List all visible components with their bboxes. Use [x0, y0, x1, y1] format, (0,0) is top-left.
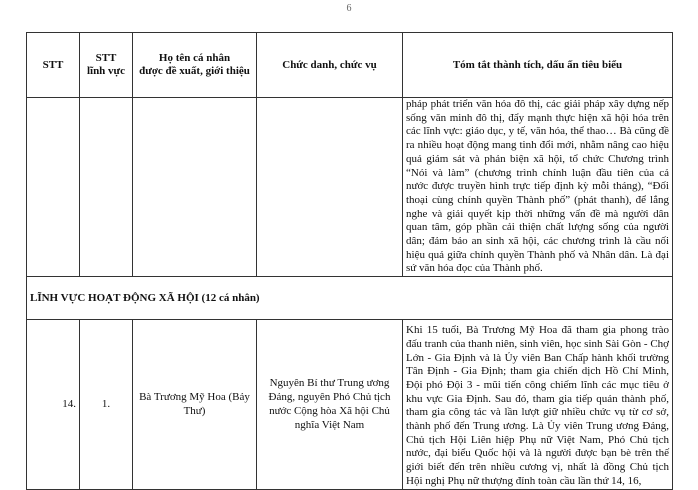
cell-stt: 14.	[27, 320, 80, 489]
header-summary	[403, 33, 673, 98]
header-summary-label: Tóm tắt thành tích, dấu ấn tiêu biểu	[452, 58, 623, 71]
page-number: 6	[346, 3, 352, 14]
table-header-row	[27, 33, 673, 98]
section-title: LĨNH VỰC HOẠT ĐỘNG XÃ HỘI (12 cá nhân)	[27, 277, 673, 320]
cell-empty-stt-field	[80, 98, 133, 277]
header-name-line1: Họ tên cá nhân	[158, 52, 231, 64]
cell-summary: Khi 15 tuổi, Bà Trương Mỹ Hoa đã tham gia phong trào đấu tranh của thanh niên, sinh viên, học sinh Sài Gòn - Chợ Lớn - Gia Định và là Ủy viên Ban Chấp hành khối trường Tân Định - Gia Định; tham gia chiến dịch Hồ Chí Minh, Đội phó Đội 3 - mũi tiến công chiếm lĩnh các mục tiêu ở khu vực Gia Định. Sau đó, tham gia tiếp quản thành phố, tham gia công tác và lần lượt giữ nhiều chức vụ từ cơ sở, thành phố đến Trung ương. Là Ủy viên Trung ương Đảng, Chủ tịch Hội Liên hiệp Phụ nữ Việt Nam, Phó Chủ tịch nước, đại biểu Quốc hội và là người được bạn bè trên thế giới biết đến trên nhiều cương vị, nhất là đồng Chủ tịch Hội nghị Phụ nữ thượng đỉnh toàn cầu lần thứ 14, 16,	[403, 320, 673, 489]
section-header-row	[27, 277, 673, 320]
header-stt-field-line2: lĩnh vực	[86, 65, 126, 77]
header-stt	[27, 33, 80, 98]
cell-empty-name	[133, 98, 257, 277]
cell-empty-stt	[27, 98, 80, 277]
cell-title: Nguyên Bí thư Trung ương Đảng, nguyên Phó Chủ tịch nước Cộng hòa Xã hội Chủ nghĩa Việt Nam	[257, 320, 403, 489]
header-stt-field-line1: STT	[95, 52, 117, 64]
table-row-continued	[27, 98, 673, 277]
header-title	[257, 33, 403, 98]
header-stt-field	[80, 33, 133, 98]
cell-empty-title	[257, 98, 403, 277]
cell-stt-field: 1.	[80, 320, 133, 489]
header-title-label: Chức danh, chức vụ	[282, 58, 377, 71]
cell-continued-summary: pháp phát triển văn hóa đô thị, các giải pháp xây dựng nếp sống văn minh đô thị, đẩy mạnh thực hiện xã hội hóa trên các lĩnh vực: giáo dục, y tế, văn hóa, thể thao… Bà cũng đề ra nhiều hoạt động mang tinh đổi mới, nhằm nâng cao hiệu quả giám sát và phản biện xã hội, tổ chức Chương trình “Nói và làm” (chương trình chính luận đầu tiên của cả nước được truyền hình trực tiếp định kỳ mỗi tháng), “Đối thoại cùng chính quyền Thành phố” (phát thanh), để lắng nghe và giải quyết kịp thời những vấn đề mà người dân quan tâm, góp phần cải thiện chất lượng sống của người dân; đảm bảo an sinh xã hội, các chương trình là cầu nối hiệu quả giữa chính quyền Thành phố và Nhân dân. Là đại sứ văn hóa đọc của Thành phố.	[403, 98, 673, 277]
header-name-line2: được đề xuất, giới thiệu	[139, 65, 250, 77]
header-stt-label: STT	[42, 58, 64, 71]
achievements-table	[26, 32, 673, 490]
table-row	[27, 320, 673, 489]
cell-name: Bà Trương Mỹ Hoa (Bảy Thư)	[133, 320, 257, 489]
header-name	[133, 33, 257, 98]
